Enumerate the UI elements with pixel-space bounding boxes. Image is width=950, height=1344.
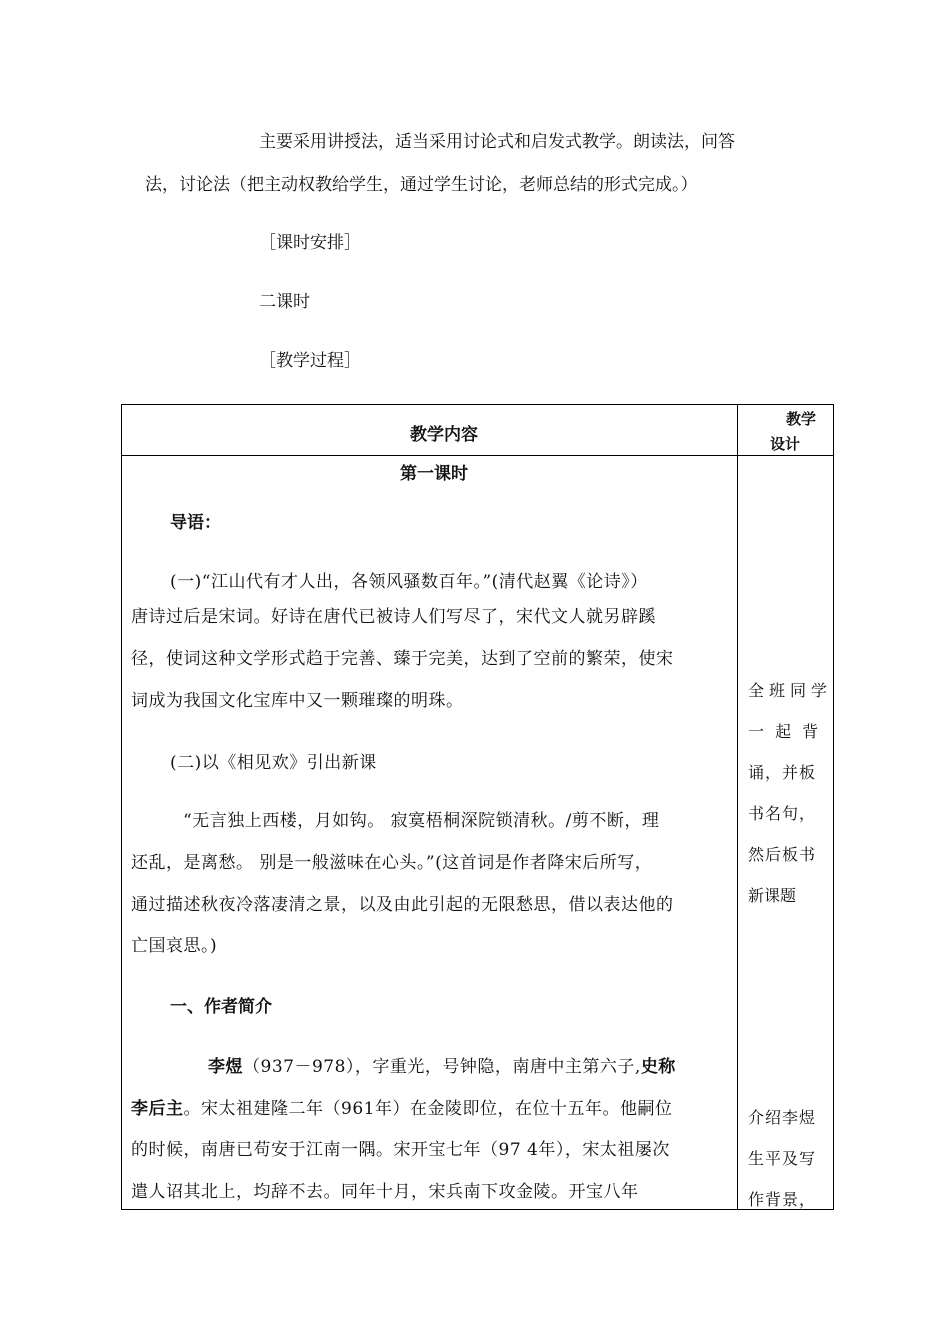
bio-title-name: 李后主 [131, 1099, 184, 1119]
intro-line-1: 主要采用讲授法，适当采用讨论式和启发式教学。朗读法，问答 [259, 132, 735, 152]
design-note-1-line: 全班同学 [748, 681, 833, 700]
design-note-2-line: 作背景， [748, 1190, 817, 1209]
para3-line-3: 通过描述秋夜冷落凄清之景，以及由此引起的无限愁思，借以表达他的 [131, 895, 674, 915]
process-heading: ［教学过程］ [259, 351, 361, 371]
bio-line-2-rest: 。宋太祖建隆二年（961年）在金陵即位，在位十五年。他嗣位 [183, 1099, 673, 1119]
bio-line-1 [208, 1052, 676, 1077]
bio-name: 李煜 [208, 1057, 243, 1077]
design-note-1-line: 新课题 [748, 886, 797, 905]
para1-line-2: 唐诗过后是宋词。好诗在唐代已被诗人们写尽了，宋代文人就另辟蹊 [131, 607, 656, 627]
table-border-bottom [121, 1209, 834, 1210]
design-note-1-line: 书名句， [748, 804, 817, 823]
table-border-left [121, 404, 122, 1210]
para1-line-3: 径，使词这种文学形式趋于完善、臻于完美，达到了空前的繁荣，使宋 [131, 649, 674, 669]
header-teaching-design-1: 教学 [786, 410, 817, 428]
table-border-top [121, 404, 834, 405]
para3-line-4: 亡国哀思。) [131, 936, 218, 956]
design-note-1-line: 一 起 背 [748, 722, 822, 741]
design-note-2-line: 生平及写 [748, 1149, 817, 1168]
bio-line-2 [131, 1094, 672, 1119]
table-border-header-bottom [121, 455, 834, 456]
design-note-1-line: 诵，并板 [748, 763, 817, 782]
bio-line-4: 遣人诏其北上，均辞不去。同年十月，宋兵南下攻金陵。开宝八年 [131, 1182, 639, 1202]
header-teaching-design-2: 设计 [770, 435, 801, 453]
intro-label: 导语： [170, 513, 221, 533]
bio-line-1-rest: （937－978），字重光，号钟隐，南唐中主第六子, [243, 1057, 641, 1077]
bio-line-1-bold-end: 史称 [640, 1057, 676, 1077]
header-teaching-content: 教学内容 [410, 425, 478, 445]
para3-line-2: 还乱，是离愁。 别是一般滋味在心头。”(这首词是作者降宋后所写， [131, 853, 653, 873]
schedule-heading: ［课时安排］ [259, 233, 361, 253]
para1-line-4: 词成为我国文化宝库中又一颗璀璨的明珠。 [131, 691, 464, 711]
para3-line-1: “无言独上西楼，月如钩。 寂寞梧桐深院锁清秋。/剪不断，理 [183, 811, 660, 831]
para1-line-1: (一)“江山代有才人出，各领风骚数百年。”(清代赵翼《论诗》） [170, 572, 648, 592]
bio-line-3: 的时候，南唐已苟安于江南一隅。宋开宝七年（97 4年），宋太祖屡次 [131, 1140, 670, 1160]
para2-line: (二)以《相见欢》引出新课 [170, 753, 377, 773]
lesson-title: 第一课时 [400, 464, 468, 484]
table-border-divider [737, 404, 738, 1210]
schedule-value: 二课时 [259, 292, 310, 312]
intro-line-2: 法，讨论法（把主动权教给学生，通过学生讨论，老师总结的形式完成。） [145, 175, 698, 195]
section-author-intro: 一、作者简介 [170, 997, 272, 1017]
table-border-right [833, 404, 834, 1210]
design-note-2-line: 介绍李煜 [748, 1108, 817, 1127]
design-note-1-line: 然后板书 [748, 845, 817, 864]
